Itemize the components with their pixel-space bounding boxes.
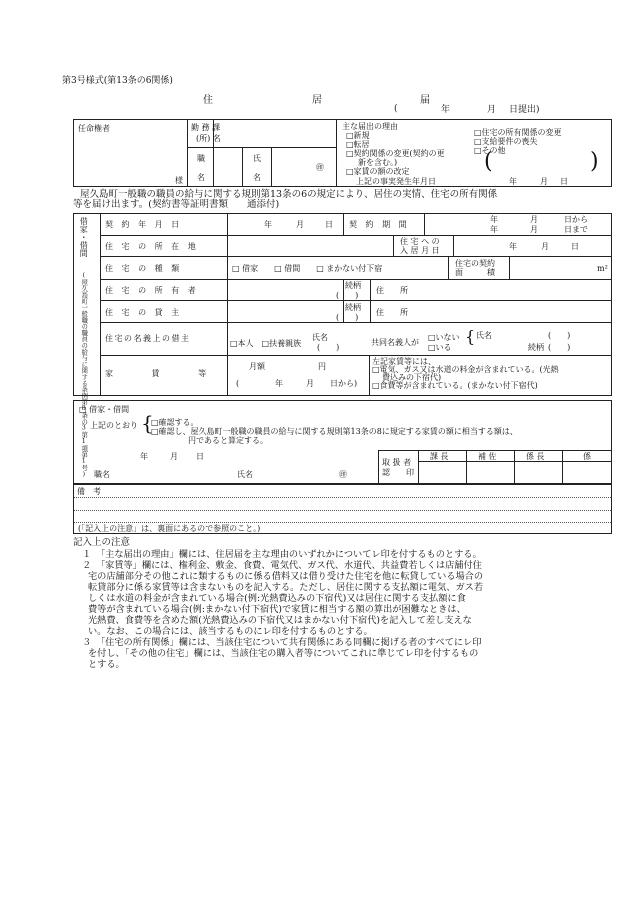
joint-no[interactable]: □いない	[428, 333, 460, 342]
dept-label-1: 勤 務 課	[191, 123, 221, 132]
period-month-1: 月	[530, 215, 538, 224]
cd-year: 年	[264, 220, 272, 229]
joint-brace: {	[465, 327, 476, 346]
lender-relation: 続柄	[345, 303, 361, 312]
appointer-label: 任命権者	[78, 124, 110, 133]
confirm-brace: {	[141, 411, 154, 435]
note-line: ２ 「家賃等」欄には、権利金、敷金、食費、電気代、ガス代、水道代、共益費若しくは店舗付住	[73, 560, 482, 571]
divider	[418, 450, 419, 484]
divider	[448, 256, 449, 279]
confirm-seal: ㊞	[339, 470, 347, 479]
rent-since-day: 日から)	[330, 379, 358, 388]
movein-label-1: 住 宅 へ の	[400, 237, 440, 246]
movein-day: 日	[571, 242, 579, 251]
confirm-opt-1[interactable]: □確認する。	[151, 418, 199, 427]
title-char-1: 住	[203, 95, 213, 106]
divider	[509, 256, 510, 279]
contract-period-label: 契 約 期 間	[349, 220, 410, 229]
intro-line-1: 屋久島町一般職の職員の給与に関する規則第13条の6の規定により、居住の実情、住宅の所有関係	[80, 189, 498, 200]
job-label-2: 名	[197, 173, 205, 182]
area-unit: m²	[597, 264, 608, 273]
stamp-section-chief: 課 長	[430, 452, 449, 461]
divider	[242, 147, 243, 187]
divider	[100, 213, 101, 396]
intro-line-2: 等を届け出ます。(契約書等証明書類 通添付)	[73, 199, 280, 210]
row-line	[100, 355, 612, 356]
confirm-lead: 上記のとおり	[90, 421, 138, 430]
note-line: を付し、「その他の住宅」欄には、当該住宅の購入者等についてこれに準じてレ印を付するもの	[88, 648, 479, 659]
note-line: 転貸部分に係る家賃等は含まないものを記入する。ただし、居住に関する支払額に電気、ガス若	[88, 582, 484, 593]
divider	[562, 450, 563, 484]
reason-contract-change-2: 新を含む。)	[358, 158, 398, 167]
rent-since-year: 年	[275, 379, 283, 388]
side-note: (屋久島町一般職の職員の給与に関する条例第8条の3第1項第1号)	[80, 272, 88, 478]
joint-name-label: 氏名	[476, 331, 492, 340]
rent-label: 家 賃 等	[105, 369, 225, 378]
confirm-year: 年	[140, 452, 148, 461]
lender-address-label: 住 所	[376, 308, 408, 317]
seal-mark: ㊞	[316, 163, 324, 172]
name-label-1: 氏	[253, 154, 261, 163]
event-year: 年	[509, 177, 517, 186]
confirm-month: 月	[170, 452, 178, 461]
lender-label: 住 宅 の 貸 主	[105, 308, 183, 317]
nominee-options[interactable]: □本人 □扶養親族	[230, 339, 302, 348]
note-line: ３ 「住宅の所有関係」欄には、当該住宅について共有関係にある同欄に掲げる者のすべてにレ印	[73, 637, 482, 648]
divider	[370, 279, 371, 322]
handler-label-1: 取 扱 者	[382, 458, 412, 467]
nominee-name-label: 氏名	[312, 333, 328, 342]
movein-month: 月	[541, 242, 549, 251]
period-month-2: 月	[530, 225, 538, 234]
form-number: 第3号様式(第13条の6関係)	[62, 76, 173, 86]
divider	[514, 450, 515, 484]
rent-cond-utilities-2: 費込みの下宿代)	[382, 373, 442, 382]
confirm-opt-2[interactable]: □確認し、屋久島町一般職の職員の給与に関する規則第13条の8に規定する家賃の額に相当する額は、	[151, 427, 518, 436]
title-char-2: 居	[312, 95, 322, 106]
side-rent-label: 借家・借間	[79, 217, 89, 257]
divider	[271, 147, 272, 187]
other-paren-close: )	[590, 149, 599, 174]
joint-paren-1: ( )	[548, 331, 571, 340]
remarks-line	[74, 497, 611, 498]
remarks-line	[74, 510, 611, 511]
rent-cond-lead: 左記家賃等には、	[372, 357, 436, 366]
cd-day: 日	[325, 220, 333, 229]
rent-since-open: (	[236, 379, 240, 388]
event-day: 日	[560, 177, 568, 186]
footnote: (「記入上の注意」は、裏面にあるので参照のこと。)	[78, 524, 261, 533]
period-year-2: 年	[490, 225, 498, 234]
type-label: 住 宅 の 種 類	[105, 264, 183, 273]
type-options[interactable]: □ 借家 □ 借間 □ まかない付下宿	[232, 264, 383, 273]
joint-paren-2: ( )	[548, 343, 571, 352]
reason-other[interactable]: □その他	[474, 146, 506, 155]
remarks-line	[74, 522, 611, 523]
divider	[187, 147, 336, 148]
reason-move[interactable]: □転居	[346, 140, 370, 149]
movein-year: 年	[509, 242, 517, 251]
note-line: １ 「主な届出の理由」欄には、住居届を主な理由のいずれかについてレ印を付するものとする。	[73, 549, 482, 560]
divider	[227, 213, 228, 396]
title-char-3: 届	[420, 95, 430, 106]
joint-yes[interactable]: □いる	[428, 343, 452, 352]
period-day-2: 日まで	[564, 225, 588, 234]
period-year-1: 年	[490, 215, 498, 224]
cd-month: 月	[296, 220, 304, 229]
owner-address-label: 住 所	[376, 286, 408, 295]
dept-label-2: (所) 名	[196, 134, 221, 143]
divider	[466, 450, 467, 484]
joint-relation-label: 続柄	[528, 343, 544, 352]
divider	[187, 119, 188, 187]
location-label: 住 宅 の 所 在 地	[105, 242, 199, 251]
owner-relation-paren: ( )	[336, 291, 359, 300]
rent-yen: 円	[318, 362, 326, 371]
divider	[336, 119, 337, 187]
period-day-1: 日から	[564, 215, 588, 224]
owner-label: 住 宅 の 所 有 者	[105, 286, 199, 295]
contract-date-label: 契 約 年 月 日	[105, 220, 183, 229]
reason-contract-change[interactable]: □契約関係の変更(契約の更	[346, 149, 445, 158]
note-line: い。なお、この場合には、該当するものにレ印を付するものとする。	[88, 626, 373, 637]
submit-open: (	[394, 104, 398, 114]
row-line	[100, 235, 612, 236]
owner-relation: 続柄	[345, 281, 361, 290]
area-label-2: 面 積	[455, 268, 495, 277]
row-line	[100, 256, 612, 257]
lender-relation-paren: ( )	[336, 313, 359, 322]
note-line: とする。	[88, 659, 125, 670]
reason-new[interactable]: □新規	[346, 131, 370, 140]
nominee-label: 住宅の名義上の借主	[105, 334, 191, 343]
rent-since-month: 月	[306, 379, 314, 388]
row-line	[100, 279, 612, 280]
reason-title: 主な届出の理由	[342, 122, 398, 131]
movein-label-2: 入 居 月 日	[400, 246, 440, 255]
confirm-job-label: 職名	[94, 470, 110, 479]
rent-cond-utilities[interactable]: □電気、ガス又は水道の料金が含まれている。(光熱	[372, 365, 559, 374]
confirm-name-label: 氏名	[237, 470, 253, 479]
name-label-2: 名	[253, 173, 261, 182]
nominee-paren: ( )	[317, 343, 340, 352]
reason-ownership[interactable]: □住宅の所有関係の変更	[474, 128, 562, 137]
divider	[369, 355, 370, 396]
confirm-opt-2b: 円であると算定する。	[188, 436, 268, 445]
reason-loss[interactable]: □支給要件の喪失	[474, 137, 538, 146]
joint-label: 共同名義人が	[371, 338, 419, 347]
divider	[453, 235, 454, 256]
divider	[424, 213, 425, 235]
submit-year: 年	[441, 105, 451, 115]
note-line: 宅の店舗部分その他これに類するものに係る借料又は借り受けた住宅を他に転貸している場合の	[88, 571, 484, 582]
area-label-1: 住宅の契約	[455, 259, 495, 268]
rent-cond-meals[interactable]: □食費等が含まれている。(まかない付下宿代)	[372, 381, 538, 390]
other-paren-open: (	[484, 149, 493, 174]
stamp-assistant: 補 佐	[478, 452, 497, 461]
handler-label-2: 認 印	[382, 468, 414, 477]
stamp-subsection-chief: 係 長	[526, 452, 545, 461]
note-line: 費等が含まれている場合(例:まかない付下宿代)で家賃に相当する額の算出が困難なときは、	[88, 604, 466, 615]
note-line: 光熱費、食費等を含めた額(光熱費込みの下宿代又はまかない付下宿代)を記入して差し支えな	[88, 615, 472, 626]
submit-month: 月	[487, 105, 497, 115]
event-date-label: 上記の事実発生年月日	[356, 177, 436, 186]
confirm-head[interactable]: □ 借家・借間	[79, 405, 130, 414]
sama-label: 様	[175, 176, 183, 185]
stamp-staff: 係	[583, 452, 591, 461]
rent-monthly-label: 月額	[249, 362, 265, 371]
job-label-1: 職	[197, 154, 205, 163]
reason-rent-revision[interactable]: □家賃の額の改定	[346, 167, 410, 176]
divider	[393, 235, 394, 256]
notes-title: 記入上の注意	[73, 537, 131, 548]
event-month: 月	[540, 177, 548, 186]
note-line: しくは水道の料金が含まれている場合(例:光熱費込みの下宿代)又は居住に関する支払額に食	[88, 593, 466, 604]
remarks-label: 備 考	[77, 487, 101, 496]
submit-day: 日提出)	[509, 105, 540, 115]
confirm-day: 日	[196, 452, 204, 461]
divider	[343, 213, 344, 235]
